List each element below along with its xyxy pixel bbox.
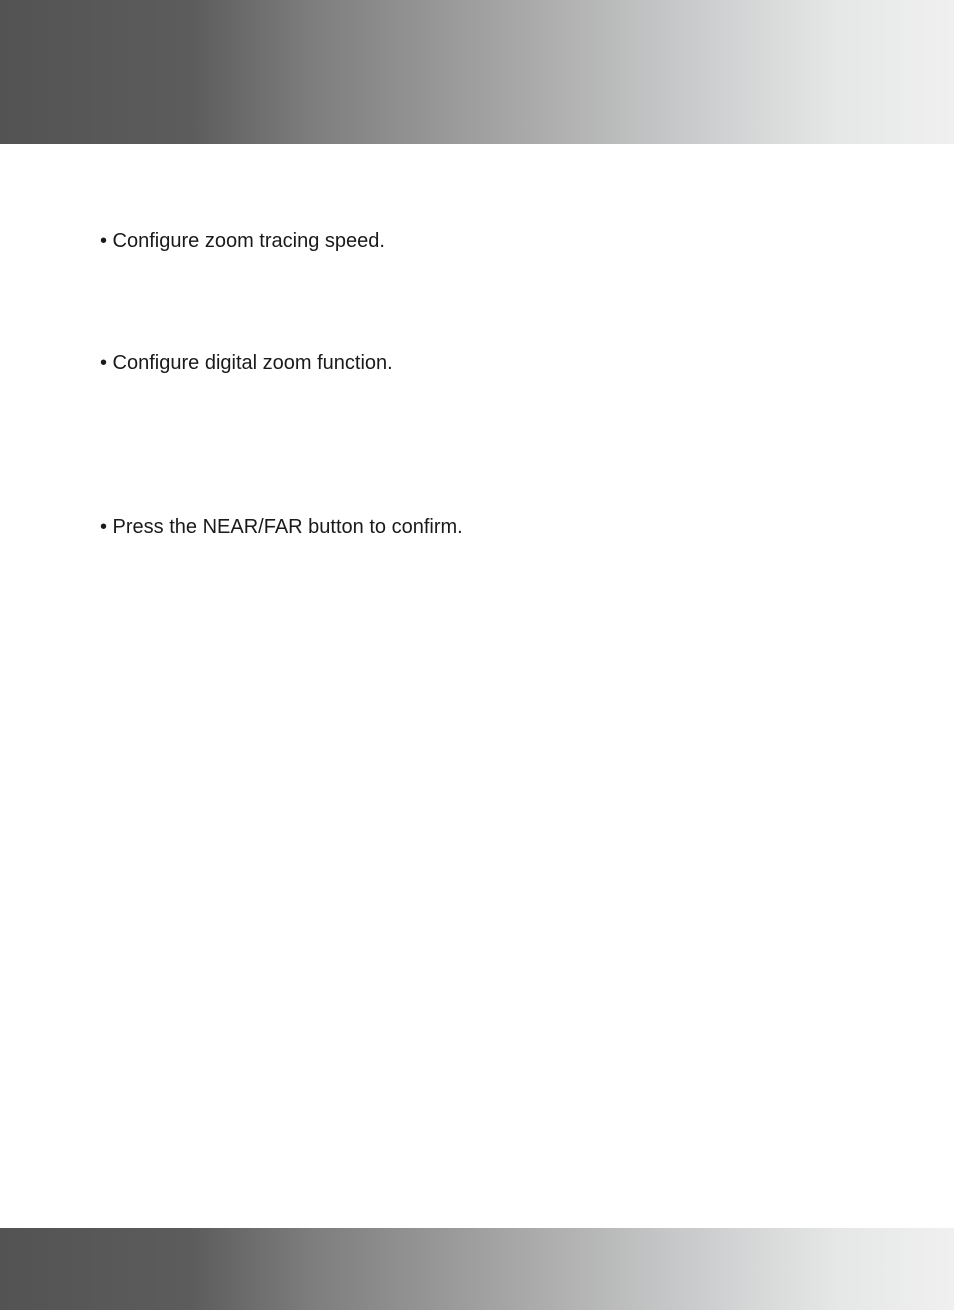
header-gradient-band bbox=[0, 0, 954, 144]
bullet-zoom-tracing-speed: • Configure zoom tracing speed. bbox=[100, 230, 385, 252]
footer-gradient-band bbox=[0, 1228, 954, 1310]
bullet-digital-zoom: • Configure digital zoom function. bbox=[100, 352, 393, 374]
bullet-near-far-confirm: • Press the NEAR/FAR button to confirm. bbox=[100, 516, 463, 538]
